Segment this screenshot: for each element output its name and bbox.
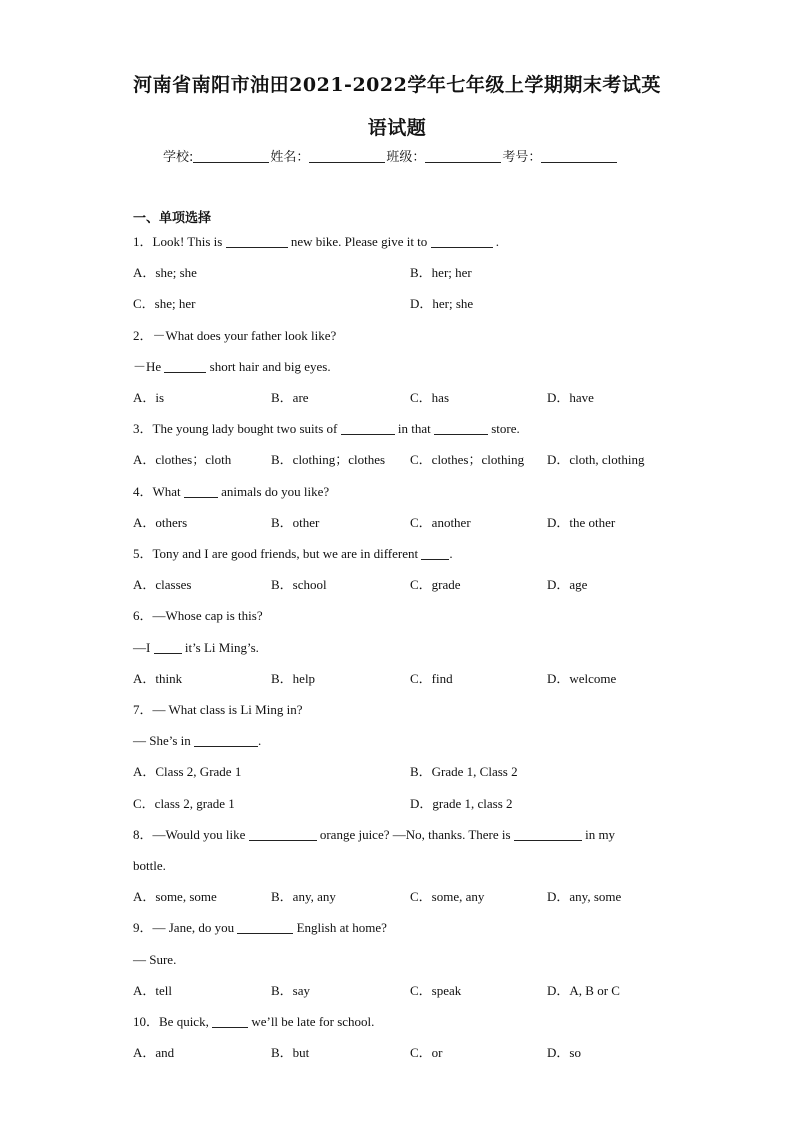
stem-text: English at home?	[296, 920, 387, 935]
student-info-row	[163, 146, 618, 165]
q2-option-a[interactable]: A．is	[133, 390, 165, 405]
q6-option-b[interactable]: B．help	[271, 671, 316, 686]
page-title-line1: 河南省南阳市油田2021-2022学年七年级上学期期末考试英	[133, 74, 661, 96]
q1-option-d[interactable]: D．her; she	[410, 296, 474, 311]
q2-option-d[interactable]: D．have	[547, 390, 594, 405]
stem-text: —I	[133, 640, 151, 655]
q7-option-b[interactable]: B．Grade 1, Class 2	[410, 764, 518, 779]
question-10-stem	[133, 1014, 374, 1030]
stem-text: we’ll be late for school.	[251, 1014, 375, 1029]
stem-text: in that	[397, 421, 431, 436]
q6-option-d[interactable]: D．welcome	[547, 671, 617, 686]
question-6-stem: 6．—Whose cap is this?	[133, 608, 263, 623]
school-blank[interactable]	[193, 150, 269, 163]
stem-text: .	[495, 234, 500, 249]
stem-text: it’s Li Ming’s.	[184, 640, 259, 655]
school-label: 学校:	[163, 150, 194, 165]
q5-option-a[interactable]: A．classes	[133, 577, 192, 592]
stem-text: 1．Look! This is	[133, 234, 223, 249]
stem-text: 10．Be quick,	[133, 1014, 209, 1029]
q8-option-c[interactable]: C．some, any	[410, 889, 485, 904]
question-2-response	[133, 359, 331, 375]
answer-blank	[249, 828, 317, 841]
q4-option-c[interactable]: C．another	[410, 515, 471, 530]
stem-text: 3．The young lady bought two suits of	[133, 421, 338, 436]
q4-option-b[interactable]: B．other	[271, 515, 320, 530]
q10-option-a[interactable]: A．and	[133, 1045, 175, 1060]
question-2-stem: 2．－What does your father look like?	[133, 328, 337, 343]
q9-option-a[interactable]: A．tell	[133, 983, 172, 998]
question-5-stem	[133, 546, 453, 562]
stem-text: short hair and big eyes.	[209, 359, 331, 374]
q5-option-d[interactable]: D．age	[547, 577, 588, 592]
answer-blank	[194, 734, 258, 747]
q4-option-a[interactable]: A．others	[133, 515, 188, 530]
q5-option-b[interactable]: B．school	[271, 577, 327, 592]
q1-option-a[interactable]: A．she; she	[133, 265, 197, 280]
q1-option-c[interactable]: C．she; her	[133, 296, 196, 311]
q2-option-b[interactable]: B．are	[271, 390, 309, 405]
q8-option-a[interactable]: A．some, some	[133, 889, 217, 904]
stem-text: 4．What	[133, 484, 181, 499]
answer-blank	[431, 235, 493, 248]
q5-option-c[interactable]: C．grade	[410, 577, 461, 592]
answer-blank	[154, 641, 182, 654]
q3-option-a[interactable]: A．clothes；cloth	[133, 452, 232, 467]
q10-option-c[interactable]: C．or	[410, 1045, 443, 1060]
stem-text: in my	[585, 827, 616, 842]
page-title-line2: 语试题	[367, 117, 427, 139]
q7-option-d[interactable]: D．grade 1, class 2	[410, 796, 513, 811]
class-label: 班级：	[386, 150, 426, 165]
answer-blank	[226, 235, 288, 248]
stem-text: .	[449, 546, 453, 561]
stem-text: — She’s in	[133, 733, 191, 748]
question-8-stem	[133, 827, 615, 843]
name-label: 姓名：	[270, 150, 310, 165]
answer-blank	[514, 828, 582, 841]
q7-option-c[interactable]: C．class 2, grade 1	[133, 796, 235, 811]
q10-option-b[interactable]: B．but	[271, 1045, 310, 1060]
q3-option-b[interactable]: B．clothing；clothes	[271, 452, 386, 467]
q9-option-b[interactable]: B．say	[271, 983, 311, 998]
q9-option-c[interactable]: C．speak	[410, 983, 462, 998]
question-9-response: — Sure.	[133, 952, 177, 967]
question-9-stem	[133, 920, 387, 936]
answer-blank	[184, 485, 218, 498]
name-blank[interactable]	[309, 150, 385, 163]
question-7-response	[133, 733, 261, 749]
answer-blank	[434, 422, 488, 435]
q1-option-b[interactable]: B．her; her	[410, 265, 472, 280]
number-label: 考号：	[502, 150, 542, 165]
q6-option-c[interactable]: C．find	[410, 671, 453, 686]
stem-text: －He	[133, 359, 162, 374]
question-6-response	[133, 640, 259, 656]
stem-text: .	[258, 733, 262, 748]
answer-blank	[421, 547, 449, 560]
answer-blank	[164, 360, 206, 373]
question-8-stem-continued: bottle.	[133, 858, 166, 873]
question-4-stem	[133, 484, 329, 500]
stem-text: animals do you like?	[221, 484, 330, 499]
number-blank[interactable]	[541, 150, 617, 163]
question-3-stem	[133, 421, 520, 437]
answer-blank	[341, 422, 395, 435]
answer-blank	[212, 1015, 248, 1028]
q8-option-b[interactable]: B．any, any	[271, 889, 336, 904]
stem-text: orange juice? —No, thanks. There is	[319, 827, 511, 842]
q9-option-d[interactable]: D．A, B or C	[547, 983, 620, 998]
stem-text: 5．Tony and I are good friends, but we are in different	[133, 546, 419, 561]
section-title: 一、单项选择	[133, 211, 212, 226]
stem-text: 9．— Jane, do you	[133, 920, 235, 935]
q10-option-d[interactable]: D．so	[547, 1045, 581, 1060]
stem-text: 8．—Would you like	[133, 827, 246, 842]
stem-text: store.	[491, 421, 520, 436]
question-1-stem	[133, 234, 499, 250]
q2-option-c[interactable]: C．has	[410, 390, 450, 405]
stem-text: new bike. Please give it to	[290, 234, 428, 249]
q6-option-a[interactable]: A．think	[133, 671, 183, 686]
q3-option-d[interactable]: D．cloth, clothing	[547, 452, 645, 467]
q7-option-a[interactable]: A．Class 2, Grade 1	[133, 764, 242, 779]
q8-option-d[interactable]: D．any, some	[547, 889, 622, 904]
answer-blank	[237, 921, 293, 934]
q4-option-d[interactable]: D．the other	[547, 515, 616, 530]
q3-option-c[interactable]: C．clothes；clothing	[410, 452, 525, 467]
class-blank[interactable]	[425, 150, 501, 163]
question-7-stem: 7．— What class is Li Ming in?	[133, 702, 303, 717]
